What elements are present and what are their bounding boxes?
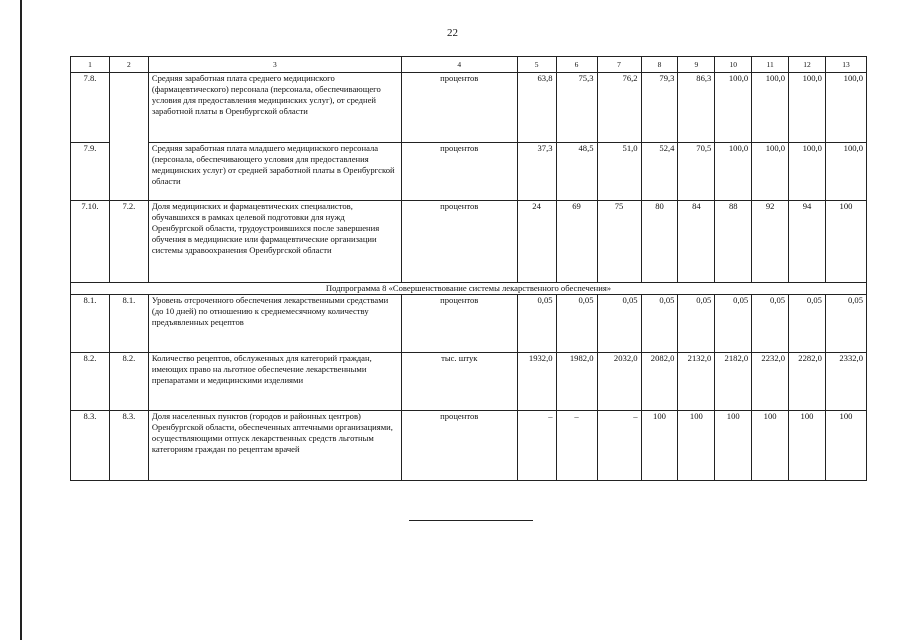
row-number: 7.10.: [71, 201, 110, 283]
value-cell: 2132,0: [678, 353, 715, 411]
value-cell: 100: [825, 411, 866, 481]
value-cell: 1932,0: [517, 353, 556, 411]
row-subnumber: 7.2.: [109, 201, 148, 283]
value-cell: 0,05: [678, 295, 715, 353]
value-cell: 100,0: [825, 73, 866, 143]
value-cell: 2082,0: [641, 353, 678, 411]
value-cell: 0,05: [517, 295, 556, 353]
value-cell: 100,0: [825, 143, 866, 201]
column-header: 2: [109, 57, 148, 73]
value-cell: 86,3: [678, 73, 715, 143]
value-cell: 0,05: [641, 295, 678, 353]
value-cell: 84: [678, 201, 715, 283]
value-cell: 70,5: [678, 143, 715, 201]
value-cell: 92: [752, 201, 789, 283]
column-header: 10: [715, 57, 752, 73]
value-cell: 100: [752, 411, 789, 481]
row-number: 8.3.: [71, 411, 110, 481]
value-cell: 100,0: [789, 73, 826, 143]
value-cell: 2232,0: [752, 353, 789, 411]
unit: процентов: [401, 411, 517, 481]
value-cell: 48,5: [556, 143, 597, 201]
column-header: 3: [148, 57, 401, 73]
value-cell: 100: [789, 411, 826, 481]
end-rule: [409, 520, 533, 521]
table-row: [71, 73, 867, 143]
value-cell: 0,05: [715, 295, 752, 353]
value-cell: 100: [715, 411, 752, 481]
page-left-border: [20, 0, 22, 640]
value-cell: 52,4: [641, 143, 678, 201]
indicators-table: [70, 56, 867, 481]
value-cell: 51,0: [597, 143, 641, 201]
indicator-name: Количество рецептов, обслуженных для категорий граждан, имеющих право на льготное обеспечение лекарственными препаратами и медицинскими изделиями: [148, 353, 401, 411]
value-cell: 100: [678, 411, 715, 481]
column-header: 5: [517, 57, 556, 73]
column-header: 6: [556, 57, 597, 73]
value-cell: 2032,0: [597, 353, 641, 411]
value-cell: 100,0: [752, 143, 789, 201]
indicator-name: Доля медицинских и фармацевтических специалистов, обучавшихся в рамках целевой подготовки для нужд Оренбургской области, трудоустроившихся после завершения обучения в медицинские или фармацевтические организации системы здравоохранения Оренбургской области: [148, 201, 401, 283]
row-subnumber: [109, 73, 148, 201]
column-header: 11: [752, 57, 789, 73]
table-row: [71, 411, 867, 481]
row-number: 8.2.: [71, 353, 110, 411]
section-row: [71, 283, 867, 295]
value-cell: 69: [556, 201, 597, 283]
section-title: Подпрограмма 8 «Совершенствование системы лекарственного обеспечения»: [71, 283, 867, 295]
row-number: 7.9.: [71, 143, 110, 201]
column-header: 9: [678, 57, 715, 73]
indicator-name: Средняя заработная плата среднего медицинского (фармацевтического) персонала (персонала, обеспечивающего условия для предоставления медицинских услуг), от средней заработной платы в Оренбургской области: [148, 73, 401, 143]
value-cell: 100: [641, 411, 678, 481]
value-cell: 0,05: [789, 295, 826, 353]
value-cell: 1982,0: [556, 353, 597, 411]
unit: тыс. штук: [401, 353, 517, 411]
table-row: [71, 353, 867, 411]
value-cell: 2332,0: [825, 353, 866, 411]
row-number: 7.8.: [71, 73, 110, 143]
indicator-name: Уровень отсроченного обеспечения лекарственными средствами (до 10 дней) по отношению к среднемесячному количеству предъявленных рецептов: [148, 295, 401, 353]
value-cell: 100,0: [715, 143, 752, 201]
value-cell: 76,2: [597, 73, 641, 143]
page-number: 22: [447, 27, 458, 39]
unit: процентов: [401, 201, 517, 283]
unit: процентов: [401, 295, 517, 353]
column-header: 1: [71, 57, 110, 73]
row-subnumber: 8.3.: [109, 411, 148, 481]
value-cell: 37,3: [517, 143, 556, 201]
value-cell: 79,3: [641, 73, 678, 143]
value-cell: 0,05: [597, 295, 641, 353]
value-cell: –: [556, 411, 597, 481]
indicator-name: Доля населенных пунктов (городов и районных центров) Оренбургской области, обеспеченных аптечными организациями, осуществляющими отпуск лекарственных средств льготным категориям граждан по рецептам врачей: [148, 411, 401, 481]
row-number: 8.1.: [71, 295, 110, 353]
value-cell: 2182,0: [715, 353, 752, 411]
table-row: [71, 295, 867, 353]
column-number-row: [71, 57, 867, 73]
value-cell: 88: [715, 201, 752, 283]
unit: процентов: [401, 143, 517, 201]
column-header: 12: [789, 57, 826, 73]
row-subnumber: 8.1.: [109, 295, 148, 353]
row-subnumber: 8.2.: [109, 353, 148, 411]
column-header: 7: [597, 57, 641, 73]
value-cell: 100,0: [789, 143, 826, 201]
value-cell: 75,3: [556, 73, 597, 143]
value-cell: 75: [597, 201, 641, 283]
table-row: [71, 201, 867, 283]
value-cell: 0,05: [752, 295, 789, 353]
column-header: 4: [401, 57, 517, 73]
table-row: [71, 143, 867, 201]
value-cell: 0,05: [556, 295, 597, 353]
column-header: 13: [825, 57, 866, 73]
value-cell: –: [597, 411, 641, 481]
value-cell: 63,8: [517, 73, 556, 143]
value-cell: –: [517, 411, 556, 481]
value-cell: 80: [641, 201, 678, 283]
value-cell: 0,05: [825, 295, 866, 353]
value-cell: 100,0: [715, 73, 752, 143]
value-cell: 2282,0: [789, 353, 826, 411]
value-cell: 100: [825, 201, 866, 283]
column-header: 8: [641, 57, 678, 73]
unit: процентов: [401, 73, 517, 143]
value-cell: 100,0: [752, 73, 789, 143]
value-cell: 24: [517, 201, 556, 283]
indicator-name: Средняя заработная плата младшего медицинского персонала (персонала, обеспечивающего условия для предоставления медицинских услуг) от средней заработной платы в Оренбургской области: [148, 143, 401, 201]
value-cell: 94: [789, 201, 826, 283]
